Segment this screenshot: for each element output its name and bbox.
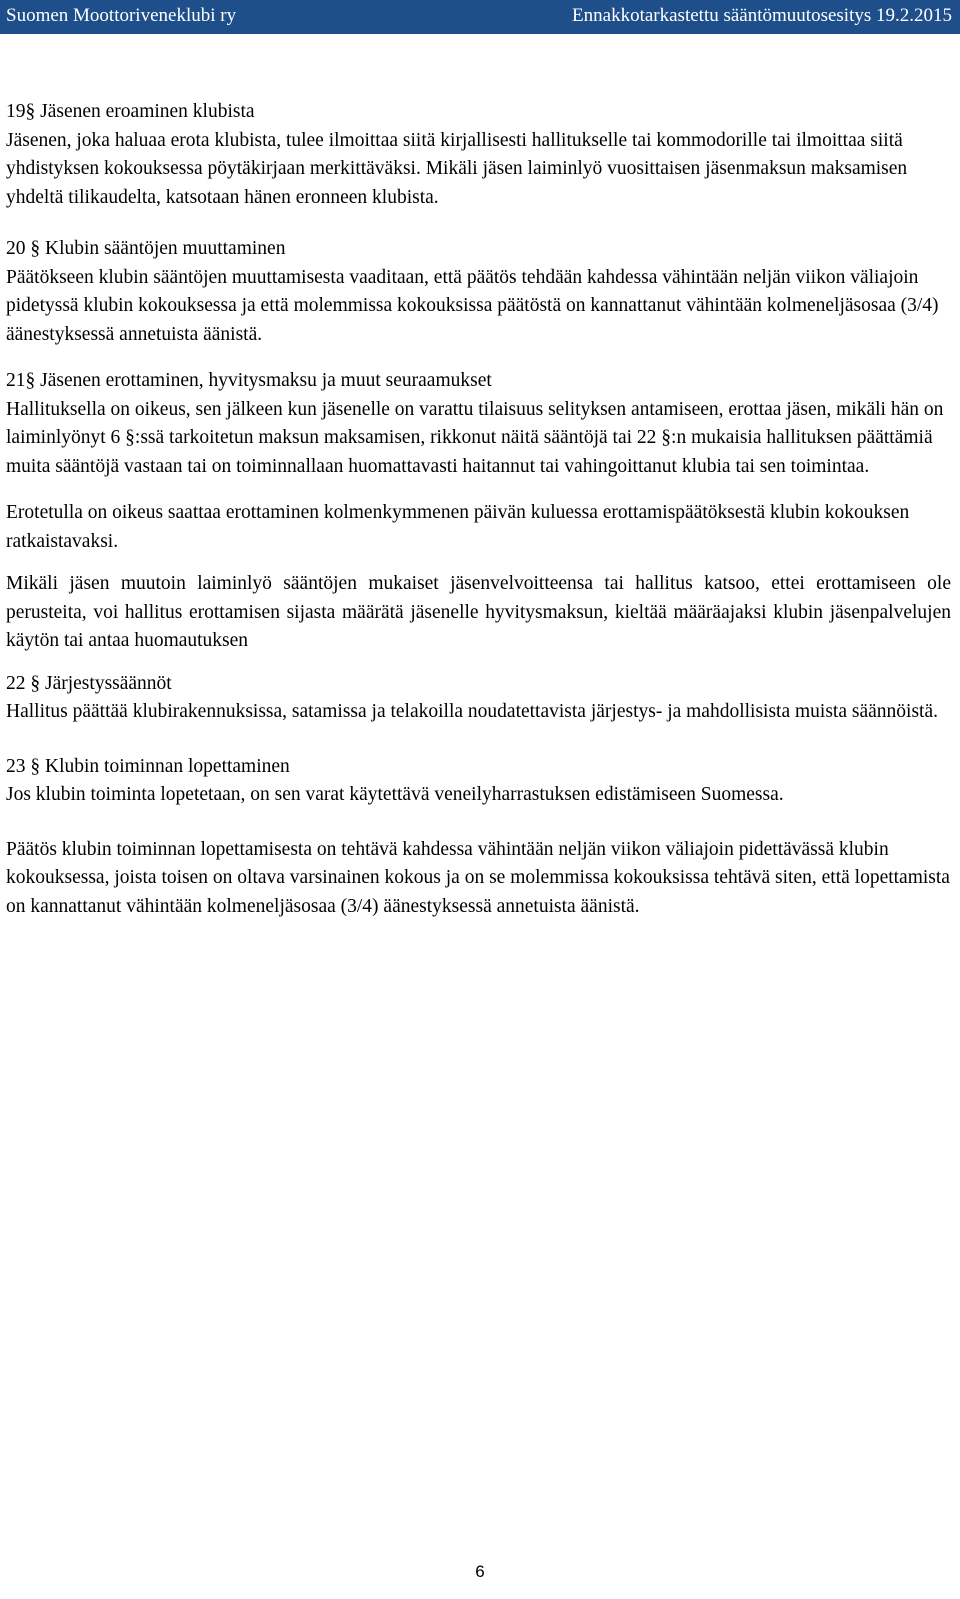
section-21 xyxy=(6,367,951,481)
section-23 xyxy=(6,753,951,810)
section-title: 23 § Klubin toiminnan lopettaminen xyxy=(6,755,290,777)
section-text: Päätökseen klubin sääntöjen muuttamisesta vaaditaan, että päätös tehdään kahdessa vähintään neljän viikon väliajoin pidetyssä klubin kokouksessa ja että molemmissa kokouksissa päätöstä on kannattanut vähintään kolmeneljäsosaa (3/4) äänestyksessä annetuista äänistä. xyxy=(6,266,939,345)
organization-name: Suomen Moottoriveneklubi ry xyxy=(6,5,237,26)
page-number: 6 xyxy=(475,1562,485,1581)
page-header xyxy=(0,0,960,34)
section-title: 19§ Jäsenen eroaminen klubista xyxy=(6,101,255,122)
document-body xyxy=(6,98,951,921)
section-title: 21§ Jäsenen erottaminen, hyvitysmaksu ja muut seuraamukset xyxy=(6,370,492,391)
section-21-paragraph-2 xyxy=(6,499,951,556)
section-text: Hallituksella on oikeus, sen jälkeen kun jäsenelle on varattu tilaisuus selityksen antamiseen, erottaa jäsen, mikäli hän on laiminlyönyt 6 §:ssä tarkoitetun maksun maksamisen, rikkonut näitä sääntöjä tai 22 §:n mukaisia hallituksen päättämiä muita sääntöjä vastaan tai on toiminnallaan huomattavasti haitannut tai vahingoittanut klubia tai sen toimintaa. xyxy=(6,398,944,477)
section-text: Hallitus päättää klubirakennuksissa, satamissa ja telakoilla noudatettavista järjestys- ja mahdollisista muista säännöistä. xyxy=(6,701,938,722)
section-23-paragraph-2 xyxy=(6,836,951,922)
document-status: Ennakkotarkastettu sääntömuutosesitys 19.2.2015 xyxy=(572,5,952,26)
section-20 xyxy=(6,235,951,349)
section-text: Mikäli jäsen muutoin laiminlyö sääntöjen mukaiset jäsenvelvoitteensa tai hallitus katsoo, ettei erottamiseen ole perusteita, voi hallitus erottamisen sijasta määrätä jäsenelle hyvitysmaksun, kieltää määräajaksi klubin jäsenpalvelujen käytön tai antaa huomautuksen xyxy=(6,573,951,651)
section-title: 20 § Klubin sääntöjen muuttaminen xyxy=(6,238,286,259)
section-text: Jäsenen, joka haluaa erota klubista, tulee ilmoittaa siitä kirjallisesti hallitukselle tai kommodorille tai ilmoittaa siitä yhdistyksen kokouksessa pöytäkirjaan merkittäväksi. Mikäli jäsen laiminlyö vuosittaisen jäsenmaksun maksamisen yhdeltä tilikaudelta, katsotaan hänen eronneen klubista. xyxy=(6,129,908,208)
section-text: Erotetulla on oikeus saattaa erottaminen kolmenkymmenen päivän kuluessa erottamispäätöksestä klubin kokouksen ratkaistavaksi. xyxy=(6,502,910,552)
section-19 xyxy=(6,98,951,212)
section-text: Jos klubin toiminta lopetetaan, on sen varat käytettävä veneilyharrastuksen edistämiseen Suomessa. xyxy=(6,784,784,805)
section-title: 22 § Järjestyssäännöt xyxy=(6,672,172,694)
section-22 xyxy=(6,670,951,727)
section-21-paragraph-3 xyxy=(6,570,951,656)
section-text: Päätös klubin toiminnan lopettamisesta on tehtävä kahdessa vähintään neljän viikon väliajoin pidettävässä klubin kokouksessa, joista toisen on oltava varsinainen kokous ja on se molemmissa kokouksissa tehtävä siten, että lopettamista on kannattanut vähintään kolmeneljäsosaa (3/4) äänestyksessä annetuista äänistä. xyxy=(6,838,950,917)
